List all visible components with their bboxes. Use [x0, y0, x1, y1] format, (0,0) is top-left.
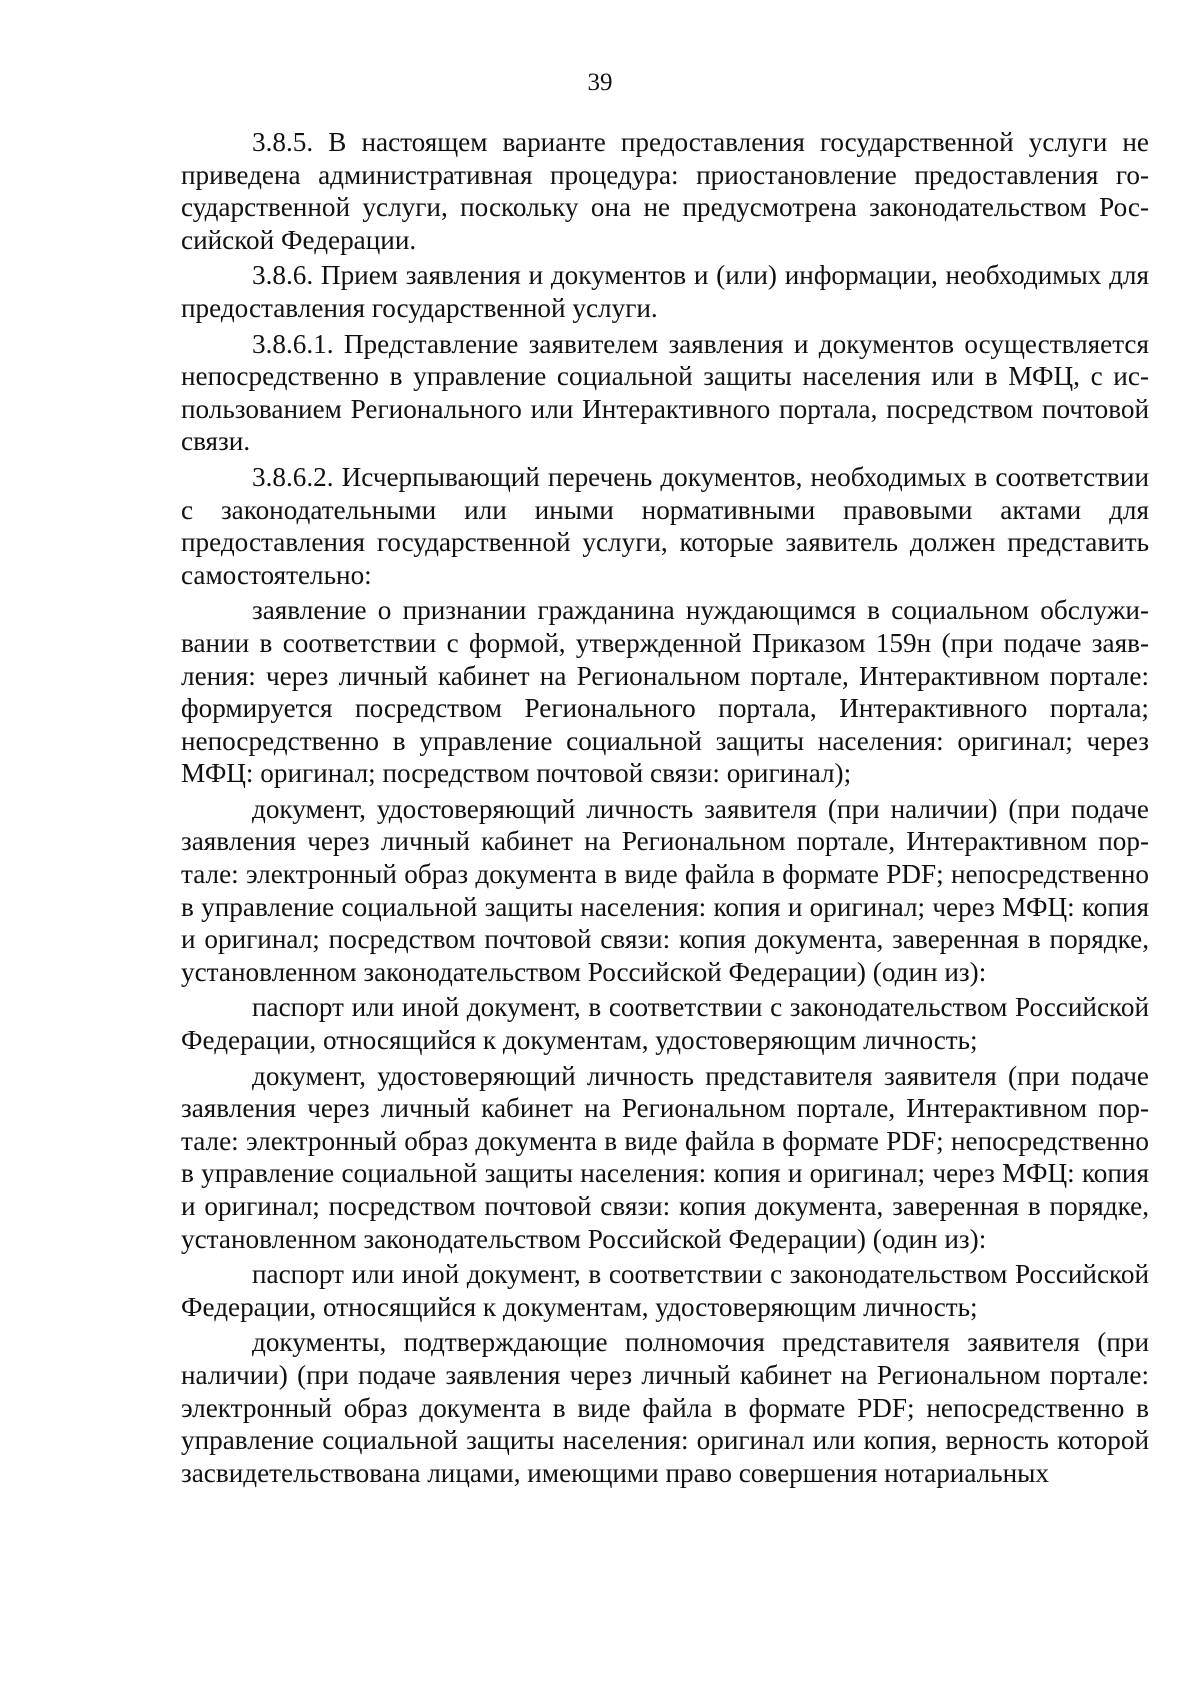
- list-item-representative-id: документ, удостоверяющий личность представителя заявителя (при подаче заявления через личный кабинет на Региональном портале, Интерактивном портале: электронный образ документа в виде файла в формате PDF; непосредственно в управление социальной защиты населения: копия и оригинал; через МФЦ: копия и оригинал; посредством почтовой связи: копия документа, заверенная в порядке, установленном законодательством Российской Федерации) (один из):: [181, 1060, 1149, 1254]
- paragraph-3-8-5: 3.8.5. В настоящем варианте предоставления государственной услуги не приведена административная процедура: приостановление предоставления государственной услуги, поскольку она не предусмотрена законодательством Российской Федерации.: [181, 127, 1149, 255]
- page-number: 39: [587, 69, 613, 96]
- document-body: [181, 126, 1149, 1489]
- paragraph-3-8-6-1: 3.8.6.1. Представление заявителем заявления и документов осуществляется непосредственно в управление социальной защиты населения или в МФЦ, с использованием Регионального или Интерактивного портала, посредством почтовой связи.: [181, 328, 1149, 457]
- list-item-representative-authority: документы, подтверждающие полномочия представителя заявителя (при наличии) (при подаче заявления через личный кабинет на Региональном портале: электронный образ документа в виде файла в формате PDF; непосредственно в управление социальной защиты населения: оригинал или копия, верность которой засвидетельствована лицами, имеющими право совершения нотариальных: [181, 1327, 1149, 1488]
- paragraph-3-8-6: 3.8.6. Прием заявления и документов и (или) информации, необходимых для предоставления государственной услуги.: [181, 260, 1149, 323]
- list-item-passport: паспорт или иной документ, в соответствии с законодательством Российской Федерации, относящийся к документам, удостоверяющим личность;: [181, 992, 1149, 1056]
- list-item-application: заявление о признании гражданина нуждающимся в социальном обслуживании в соответствии с формой, утвержденной Приказом 159н (при подаче заявления: через личный кабинет на Региональном портале, Интерактивном портале: формируется посредством Регионального портала, Интерактивного портала; непосредственно в управление социальной защиты населения: оригинал; через МФЦ: оригинал; посредством почтовой связи: оригинал);: [181, 595, 1149, 789]
- list-item-passport: паспорт или иной документ, в соответствии с законодательством Российской Федерации, относящийся к документам, удостоверяющим личность;: [181, 1259, 1149, 1322]
- list-item-applicant-id: документ, удостоверяющий личность заявителя (при наличии) (при подаче заявления через личный кабинет на Региональном портале, Интерактивном портале: электронный образ документа в виде файла в формате PDF; непосредственно в управление социальной защиты населения: копия и оригинал; через МФЦ: копия и оригинал; посредством почтовой связи: копия документа, заверенная в порядке, установленном законодательством Российской Федерации) (один из):: [181, 793, 1149, 987]
- paragraph-3-8-6-2: 3.8.6.2. Исчерпывающий перечень документов, необходимых в соответствии с законодательными или иными нормативными правовыми актами для предоставления государственной услуги, которые заявитель должен представить самостоятельно:: [181, 461, 1149, 590]
